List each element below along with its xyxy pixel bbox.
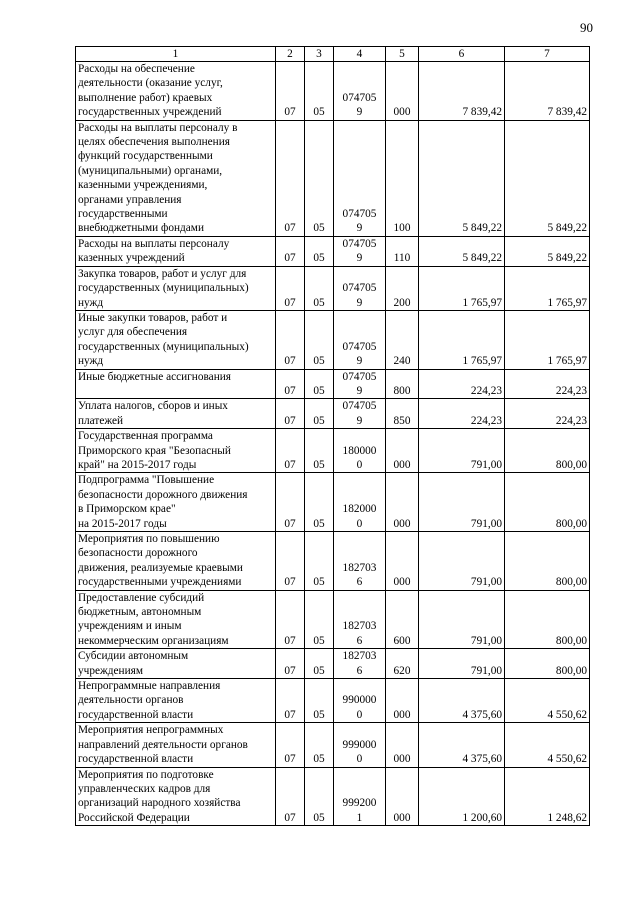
table-row xyxy=(76,120,590,236)
amount-col-6: 5 849,22 xyxy=(419,120,505,236)
budget-table xyxy=(75,46,590,826)
table-row xyxy=(76,473,590,532)
expense-type-code: 200 xyxy=(386,266,419,310)
table-row xyxy=(76,266,590,310)
subsection-code: 05 xyxy=(305,532,334,591)
expense-type-code: 600 xyxy=(386,590,419,649)
expense-type-code: 850 xyxy=(386,399,419,429)
amount-col-6: 1 200,60 xyxy=(419,767,505,826)
target-article-code: 999000 0 xyxy=(334,723,386,767)
expense-type-code: 000 xyxy=(386,473,419,532)
table-row xyxy=(76,62,590,121)
section-code: 07 xyxy=(276,532,305,591)
expense-type-code: 800 xyxy=(386,369,419,399)
target-article-code: 074705 9 xyxy=(334,236,386,266)
target-article-code: 182703 6 xyxy=(334,649,386,679)
amount-col-7: 1 765,97 xyxy=(505,266,590,310)
amount-col-7: 800,00 xyxy=(505,649,590,679)
target-article-code: 074705 9 xyxy=(334,310,386,369)
table-row xyxy=(76,723,590,767)
expense-type-code: 000 xyxy=(386,723,419,767)
amount-col-7: 800,00 xyxy=(505,473,590,532)
amount-col-7: 800,00 xyxy=(505,590,590,649)
subsection-code: 05 xyxy=(305,310,334,369)
section-code: 07 xyxy=(276,369,305,399)
section-code: 07 xyxy=(276,767,305,826)
header-col-4: 4 xyxy=(334,47,386,62)
row-name: Иные закупки товаров, работ и услуг для обеспечения государственных (муниципальных) нужд xyxy=(76,310,276,369)
table-row xyxy=(76,532,590,591)
amount-col-6: 7 839,42 xyxy=(419,62,505,121)
target-article-code: 182703 6 xyxy=(334,532,386,591)
subsection-code: 05 xyxy=(305,399,334,429)
amount-col-6: 4 375,60 xyxy=(419,679,505,723)
table-row xyxy=(76,767,590,826)
amount-col-7: 7 839,42 xyxy=(505,62,590,121)
table-header-row xyxy=(76,47,590,62)
target-article-code: 074705 9 xyxy=(334,369,386,399)
subsection-code: 05 xyxy=(305,62,334,121)
subsection-code: 05 xyxy=(305,723,334,767)
amount-col-7: 4 550,62 xyxy=(505,679,590,723)
header-col-3: 3 xyxy=(305,47,334,62)
table-row xyxy=(76,679,590,723)
section-code: 07 xyxy=(276,236,305,266)
table-row xyxy=(76,399,590,429)
table-row xyxy=(76,429,590,473)
amount-col-7: 5 849,22 xyxy=(505,120,590,236)
expense-type-code: 000 xyxy=(386,679,419,723)
amount-col-7: 4 550,62 xyxy=(505,723,590,767)
amount-col-6: 1 765,97 xyxy=(419,266,505,310)
expense-type-code: 620 xyxy=(386,649,419,679)
expense-type-code: 000 xyxy=(386,532,419,591)
expense-type-code: 000 xyxy=(386,767,419,826)
target-article-code: 074705 9 xyxy=(334,266,386,310)
amount-col-6: 224,23 xyxy=(419,399,505,429)
amount-col-6: 791,00 xyxy=(419,429,505,473)
row-name: Мероприятия непрограммных направлений деятельности органов государственной власти xyxy=(76,723,276,767)
table-row xyxy=(76,310,590,369)
subsection-code: 05 xyxy=(305,369,334,399)
row-name: Расходы на обеспечение деятельности (оказание услуг, выполнение работ) краевых государственных учреждений xyxy=(76,62,276,121)
row-name: Расходы на выплаты персоналу казенных учреждений xyxy=(76,236,276,266)
amount-col-7: 1 765,97 xyxy=(505,310,590,369)
section-code: 07 xyxy=(276,266,305,310)
row-name: Субсидии автономным учреждениям xyxy=(76,649,276,679)
subsection-code: 05 xyxy=(305,266,334,310)
row-name: Предоставление субсидий бюджетным, автономным учреждениям и иным некоммерческим организациям xyxy=(76,590,276,649)
table-row xyxy=(76,369,590,399)
page-number: 90 xyxy=(580,20,593,35)
row-name: Государственная программа Приморского края "Безопасный край" на 2015-2017 годы xyxy=(76,429,276,473)
target-article-code: 990000 0 xyxy=(334,679,386,723)
section-code: 07 xyxy=(276,723,305,767)
subsection-code: 05 xyxy=(305,236,334,266)
row-name: Мероприятия по повышению безопасности дорожного движения, реализуемые краевыми государственными учреждениями xyxy=(76,532,276,591)
table-row xyxy=(76,649,590,679)
section-code: 07 xyxy=(276,62,305,121)
amount-col-6: 791,00 xyxy=(419,473,505,532)
expense-type-code: 100 xyxy=(386,120,419,236)
target-article-code: 074705 9 xyxy=(334,399,386,429)
target-article-code: 180000 0 xyxy=(334,429,386,473)
amount-col-6: 791,00 xyxy=(419,532,505,591)
section-code: 07 xyxy=(276,120,305,236)
amount-col-6: 5 849,22 xyxy=(419,236,505,266)
header-col-5: 5 xyxy=(386,47,419,62)
header-col-2: 2 xyxy=(276,47,305,62)
expense-type-code: 110 xyxy=(386,236,419,266)
amount-col-7: 800,00 xyxy=(505,429,590,473)
section-code: 07 xyxy=(276,429,305,473)
subsection-code: 05 xyxy=(305,649,334,679)
target-article-code: 182000 0 xyxy=(334,473,386,532)
amount-col-7: 224,23 xyxy=(505,399,590,429)
row-name: Закупка товаров, работ и услуг для государственных (муниципальных) нужд xyxy=(76,266,276,310)
amount-col-6: 4 375,60 xyxy=(419,723,505,767)
amount-col-6: 791,00 xyxy=(419,590,505,649)
row-name: Уплата налогов, сборов и иных платежей xyxy=(76,399,276,429)
section-code: 07 xyxy=(276,679,305,723)
amount-col-7: 224,23 xyxy=(505,369,590,399)
amount-col-6: 224,23 xyxy=(419,369,505,399)
amount-col-7: 5 849,22 xyxy=(505,236,590,266)
target-article-code: 074705 9 xyxy=(334,62,386,121)
section-code: 07 xyxy=(276,310,305,369)
expense-type-code: 240 xyxy=(386,310,419,369)
subsection-code: 05 xyxy=(305,767,334,826)
amount-col-7: 1 248,62 xyxy=(505,767,590,826)
target-article-code: 074705 9 xyxy=(334,120,386,236)
row-name: Расходы на выплаты персоналу в целях обеспечения выполнения функций государственными (муниципальными) органами, казенными учреждениями, органами управления государственными внебюджетными фондами xyxy=(76,120,276,236)
expense-type-code: 000 xyxy=(386,62,419,121)
table-row xyxy=(76,236,590,266)
section-code: 07 xyxy=(276,399,305,429)
amount-col-7: 800,00 xyxy=(505,532,590,591)
target-article-code: 999200 1 xyxy=(334,767,386,826)
table-row xyxy=(76,590,590,649)
header-col-7: 7 xyxy=(505,47,590,62)
subsection-code: 05 xyxy=(305,429,334,473)
subsection-code: 05 xyxy=(305,590,334,649)
header-col-1: 1 xyxy=(76,47,276,62)
row-name: Иные бюджетные ассигнования xyxy=(76,369,276,399)
section-code: 07 xyxy=(276,590,305,649)
amount-col-6: 1 765,97 xyxy=(419,310,505,369)
row-name: Непрограммные направления деятельности органов государственной власти xyxy=(76,679,276,723)
row-name: Мероприятия по подготовке управленческих кадров для организаций народного хозяйства Российской Федерации xyxy=(76,767,276,826)
target-article-code: 182703 6 xyxy=(334,590,386,649)
section-code: 07 xyxy=(276,473,305,532)
subsection-code: 05 xyxy=(305,120,334,236)
header-col-6: 6 xyxy=(419,47,505,62)
expense-type-code: 000 xyxy=(386,429,419,473)
section-code: 07 xyxy=(276,649,305,679)
row-name: Подпрограмма "Повышение безопасности дорожного движения в Приморском крае" на 2015-2017 годы xyxy=(76,473,276,532)
subsection-code: 05 xyxy=(305,473,334,532)
amount-col-6: 791,00 xyxy=(419,649,505,679)
subsection-code: 05 xyxy=(305,679,334,723)
